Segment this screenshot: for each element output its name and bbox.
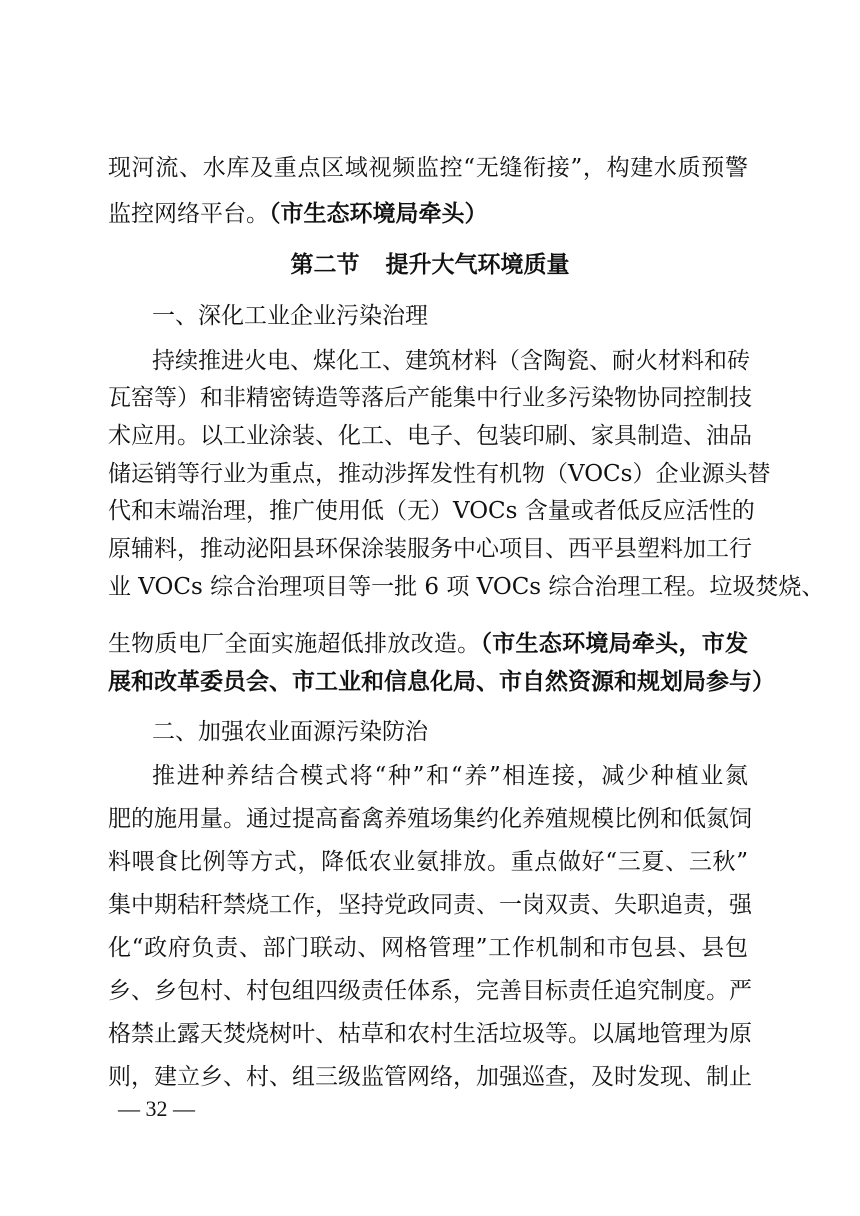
section-title: 提升大气环境质量 xyxy=(385,252,570,278)
paragraph-text: 生物质电厂全面实施超低排放改造。 xyxy=(108,631,481,657)
paragraph-line: 术应用。以工业涂装、化工、电子、包装印刷、家具制造、油品 xyxy=(108,423,752,449)
paragraph-line: 肥的施用量。通过提高畜禽养殖场集约化养殖规模比例和低氮饲 xyxy=(108,806,752,832)
paragraph-line xyxy=(108,199,748,229)
paragraph-line xyxy=(108,629,748,659)
paragraph-text: 监控网络平台。 xyxy=(108,201,269,227)
subsection-title: 二、加强农业面源污染防治 xyxy=(152,719,428,745)
section-heading xyxy=(0,250,860,280)
responsible-department: 展和改革委员会、市工业和信息化局、市自然资源和规划局参与） xyxy=(108,669,775,695)
subsection-title: 一、深化工业企业污染治理 xyxy=(152,303,428,329)
page-number: — 32 — xyxy=(118,1096,195,1121)
paragraph-line: 原辅料，推动泌阳县环保涂装服务中心项目、西平县塑料加工行 xyxy=(108,536,752,562)
paragraph-line: 储运销等行业为重点，推动涉挥发性有机物（VOCs）企业源头替 xyxy=(108,461,771,487)
paragraph-line: 持续推进火电、煤化工、建筑材料（含陶瓷、耐火材料和砖 xyxy=(152,348,750,374)
section-number: 第二节 xyxy=(290,252,360,278)
paragraph-line: 现河流、水库及重点区域视频监控“无缝衔接”，构建水质预警 xyxy=(108,155,748,181)
paragraph-line: 瓦窑等）和非精密铸造等落后产能集中行业多污染物协同控制技 xyxy=(108,385,752,411)
paragraph-line: 乡、乡包村、村包组四级责任体系，完善目标责任追究制度。严 xyxy=(108,978,752,1004)
paragraph-line: 推进种养结合模式将“种”和“养”相连接，减少种植业氮 xyxy=(152,763,748,789)
paragraph-line: 代和末端治理，推广使用低（无）VOCs 含量或者低反应活性的 xyxy=(108,498,755,524)
paragraph-line: 格禁止露天焚烧树叶、枯草和农村生活垃圾等。以属地管理为原 xyxy=(108,1021,752,1047)
paragraph-line: 料喂食比例等方式，降低农业氨排放。重点做好“三夏、三秋” xyxy=(108,849,748,875)
paragraph-line: 业 VOCs 综合治理项目等一批 6 项 VOCs 综合治理工程。垃圾焚烧、 xyxy=(108,574,825,600)
responsible-department: （市生态环境局牵头） xyxy=(269,201,488,227)
responsible-department: （市生态环境局牵头，市发 xyxy=(480,631,749,657)
paragraph-line: 则，建立乡、村、组三级监管网络，加强巡查，及时发现、制止 xyxy=(108,1064,752,1090)
paragraph-line: 集中期秸秆禁烧工作，坚持党政同责、一岗双责、失职追责，强 xyxy=(108,892,752,918)
paragraph-line: 化“政府负责、部门联动、网格管理”工作机制和市包县、县包 xyxy=(108,935,748,961)
